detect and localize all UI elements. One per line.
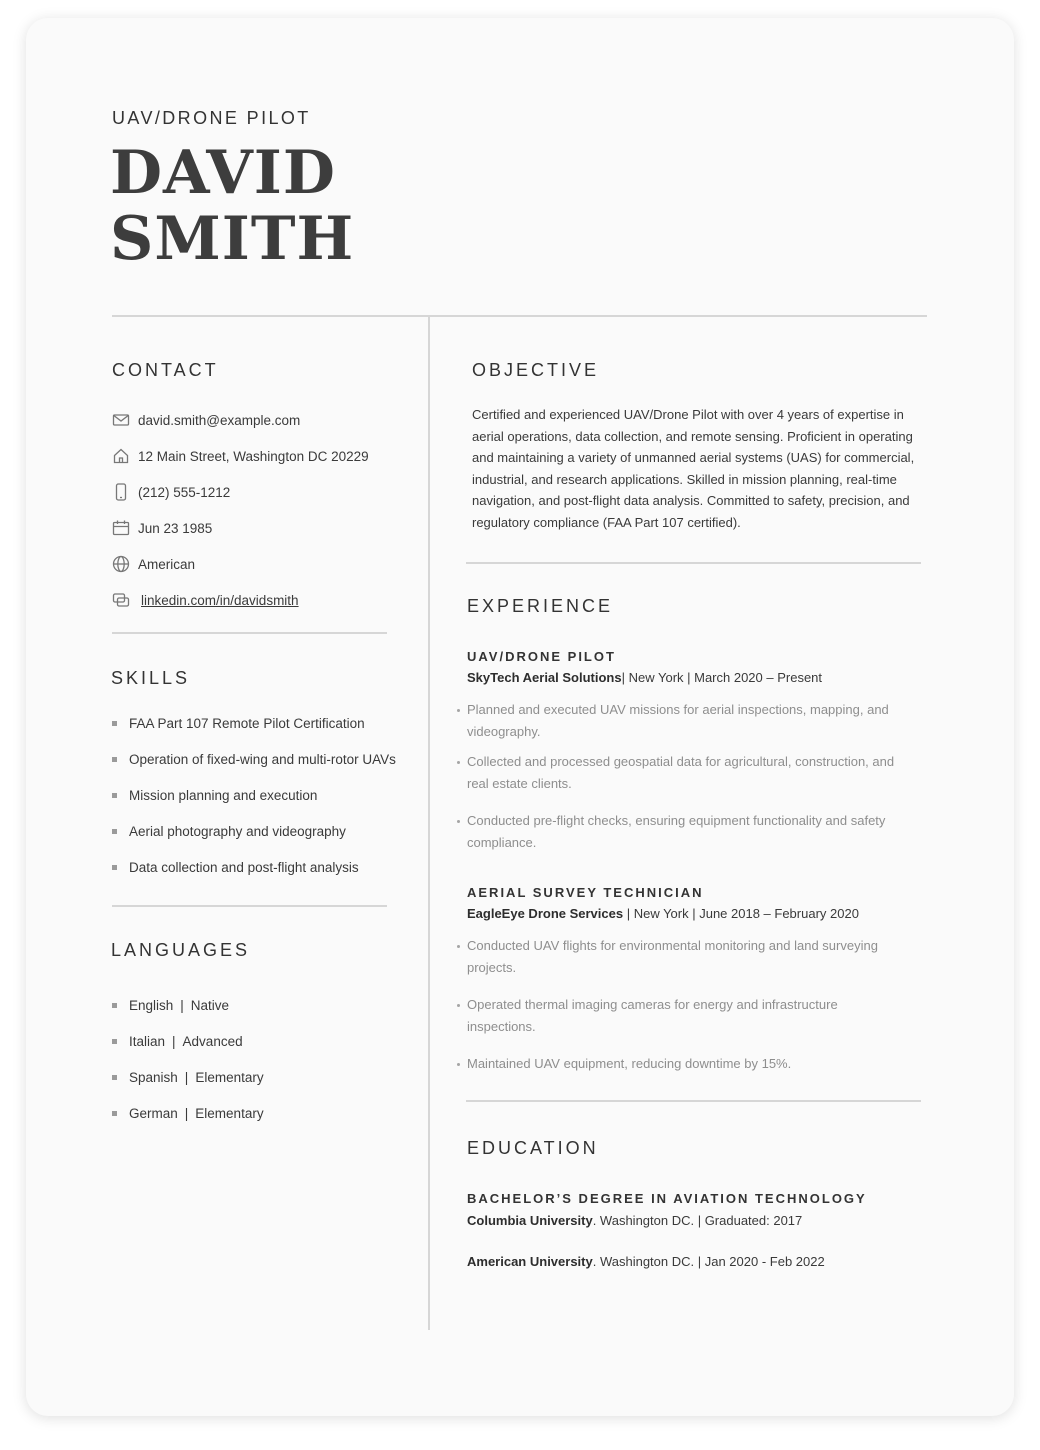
skill-label: Mission planning and execution — [129, 787, 318, 803]
last-name: SMITH — [110, 204, 355, 274]
company-name: EagleEye Drone Services — [467, 906, 624, 921]
language-separator: | — [172, 1033, 176, 1049]
job-duties — [457, 699, 902, 853]
skill-item — [112, 813, 396, 849]
bullet-icon — [112, 721, 117, 726]
education-heading: EDUCATION — [467, 1138, 599, 1158]
language-separator: | — [184, 1105, 189, 1121]
objective-text: Certified and experienced UAV/Drone Pilot with over 4 years of expertise in aerial operations, data collection, and remote sensing. Proficient in operating and maintaining a variety of unmanned aerial systems (UAS) for commercial, industrial, and research applications. Skilled in mission planning, real-time navigation, and post-flight data analysis. Committed to safety, precision, and regulatory compliance (FAA Part 107 certified). — [472, 407, 915, 530]
skill-item — [112, 777, 396, 813]
duty-item: Conducted pre-flight checks, ensuring equipment functionality and safety compliance. — [457, 810, 902, 853]
duty-item: Maintained UAV equipment, reducing downtime by 15%. — [457, 1053, 902, 1075]
bullet-icon — [112, 1111, 117, 1116]
bullet-icon — [112, 829, 117, 834]
skills-divider — [112, 905, 387, 907]
job-entry — [467, 649, 907, 685]
education-meta — [467, 1254, 917, 1269]
phone-text[interactable]: (212) 555-1212 — [138, 484, 231, 500]
contact-linkedin — [112, 582, 369, 618]
phone-icon — [112, 483, 130, 501]
duty-item: Operated thermal imaging cameras for energy and infrastructure inspections. — [457, 994, 902, 1037]
job-meta — [467, 670, 907, 685]
job-role: UAV/DRONE PILOT — [467, 649, 616, 664]
address-text: 12 Main Street, Washington DC 20229 — [138, 448, 369, 464]
language-name: Italian — [129, 1033, 166, 1049]
language-level: Advanced — [182, 1033, 243, 1049]
language-name: Spanish — [129, 1069, 178, 1085]
header-divider — [112, 315, 927, 317]
contact-list — [112, 402, 369, 618]
skill-label: Data collection and post-flight analysis — [129, 859, 359, 875]
skills-heading: SKILLS — [111, 668, 191, 688]
bullet-icon — [112, 793, 117, 798]
languages-heading: LANGUAGES — [111, 940, 251, 960]
bullet-icon — [112, 1039, 117, 1044]
language-level: Elementary — [195, 1069, 264, 1085]
experience-divider — [466, 1100, 921, 1102]
envelope-icon — [112, 411, 130, 429]
job-details: | New York | March 2020 – Present — [621, 670, 823, 685]
duty-item: Conducted UAV flights for environmental monitoring and land surveying projects. — [457, 935, 902, 978]
degree-title: BACHELOR’S DEGREE IN AVIATION TECHNOLOGY — [467, 1191, 867, 1206]
language-level: Native — [190, 997, 230, 1013]
education-meta — [467, 1213, 917, 1228]
resume-page — [26, 18, 1014, 1416]
contact-nationality — [112, 546, 369, 582]
language-level: Elementary — [195, 1105, 264, 1121]
objective-divider — [466, 562, 921, 564]
contact-divider — [112, 632, 387, 634]
duty-item: Collected and processed geospatial data for agricultural, construction, and real estate clients. — [457, 751, 902, 794]
experience-heading: EXPERIENCE — [467, 596, 614, 616]
dob-text: Jun 23 1985 — [138, 520, 213, 536]
language-item — [112, 987, 264, 1023]
language-name: German — [129, 1105, 178, 1121]
skill-item — [112, 741, 396, 777]
skill-item — [112, 849, 396, 885]
nationality-text: American — [138, 556, 196, 572]
bullet-icon — [112, 757, 117, 762]
school-name: Columbia University — [467, 1213, 593, 1228]
company-name: SkyTech Aerial Solutions — [467, 670, 622, 685]
email-text[interactable]: david.smith@example.com — [138, 412, 301, 428]
contact-phone — [112, 474, 369, 510]
job-title: UAV/DRONE PILOT — [112, 108, 311, 128]
education-details: . Washington DC. | Jan 2020 - Feb 2022 — [592, 1254, 825, 1269]
school-name: American University — [467, 1254, 593, 1269]
skill-label: Aerial photography and videography — [129, 823, 346, 839]
job-duties — [457, 935, 902, 1075]
job-meta — [467, 906, 907, 921]
contact-address — [112, 438, 369, 474]
globe-icon — [112, 555, 130, 573]
language-item — [112, 1059, 264, 1095]
skill-label: FAA Part 107 Remote Pilot Certification — [129, 715, 365, 731]
contact-heading: CONTACT — [112, 360, 219, 380]
skill-label: Operation of fixed-wing and multi-rotor UAVs — [129, 751, 396, 767]
linkedin-link[interactable]: linkedin.com/in/davidsmith — [141, 592, 299, 608]
bullet-icon — [112, 1075, 117, 1080]
candidate-name — [110, 140, 354, 272]
language-item — [112, 1095, 264, 1131]
job-entry — [467, 885, 907, 921]
language-item — [112, 1023, 264, 1059]
skills-list — [112, 705, 396, 885]
job-role: AERIAL SURVEY TECHNICIAN — [467, 885, 704, 900]
contact-email — [112, 402, 369, 438]
home-icon — [112, 447, 130, 465]
job-details: | New York | June 2018 – February 2020 — [623, 906, 859, 921]
contact-dob — [112, 510, 369, 546]
language-separator: | — [180, 997, 184, 1013]
language-separator: | — [184, 1069, 189, 1085]
link-icon — [112, 591, 130, 609]
calendar-icon — [112, 519, 130, 537]
languages-list — [112, 987, 264, 1131]
objective-heading: OBJECTIVE — [472, 360, 600, 380]
skill-item — [112, 705, 396, 741]
education-entry — [467, 1191, 917, 1269]
first-name: DAVID — [110, 138, 336, 208]
duty-item: Planned and executed UAV missions for aerial inspections, mapping, and videography. — [457, 699, 902, 742]
bullet-icon — [112, 1003, 117, 1008]
bullet-icon — [112, 865, 117, 870]
education-details: . Washington DC. | Graduated: 2017 — [592, 1213, 803, 1228]
column-divider — [428, 317, 430, 1330]
language-name: English — [129, 997, 174, 1013]
